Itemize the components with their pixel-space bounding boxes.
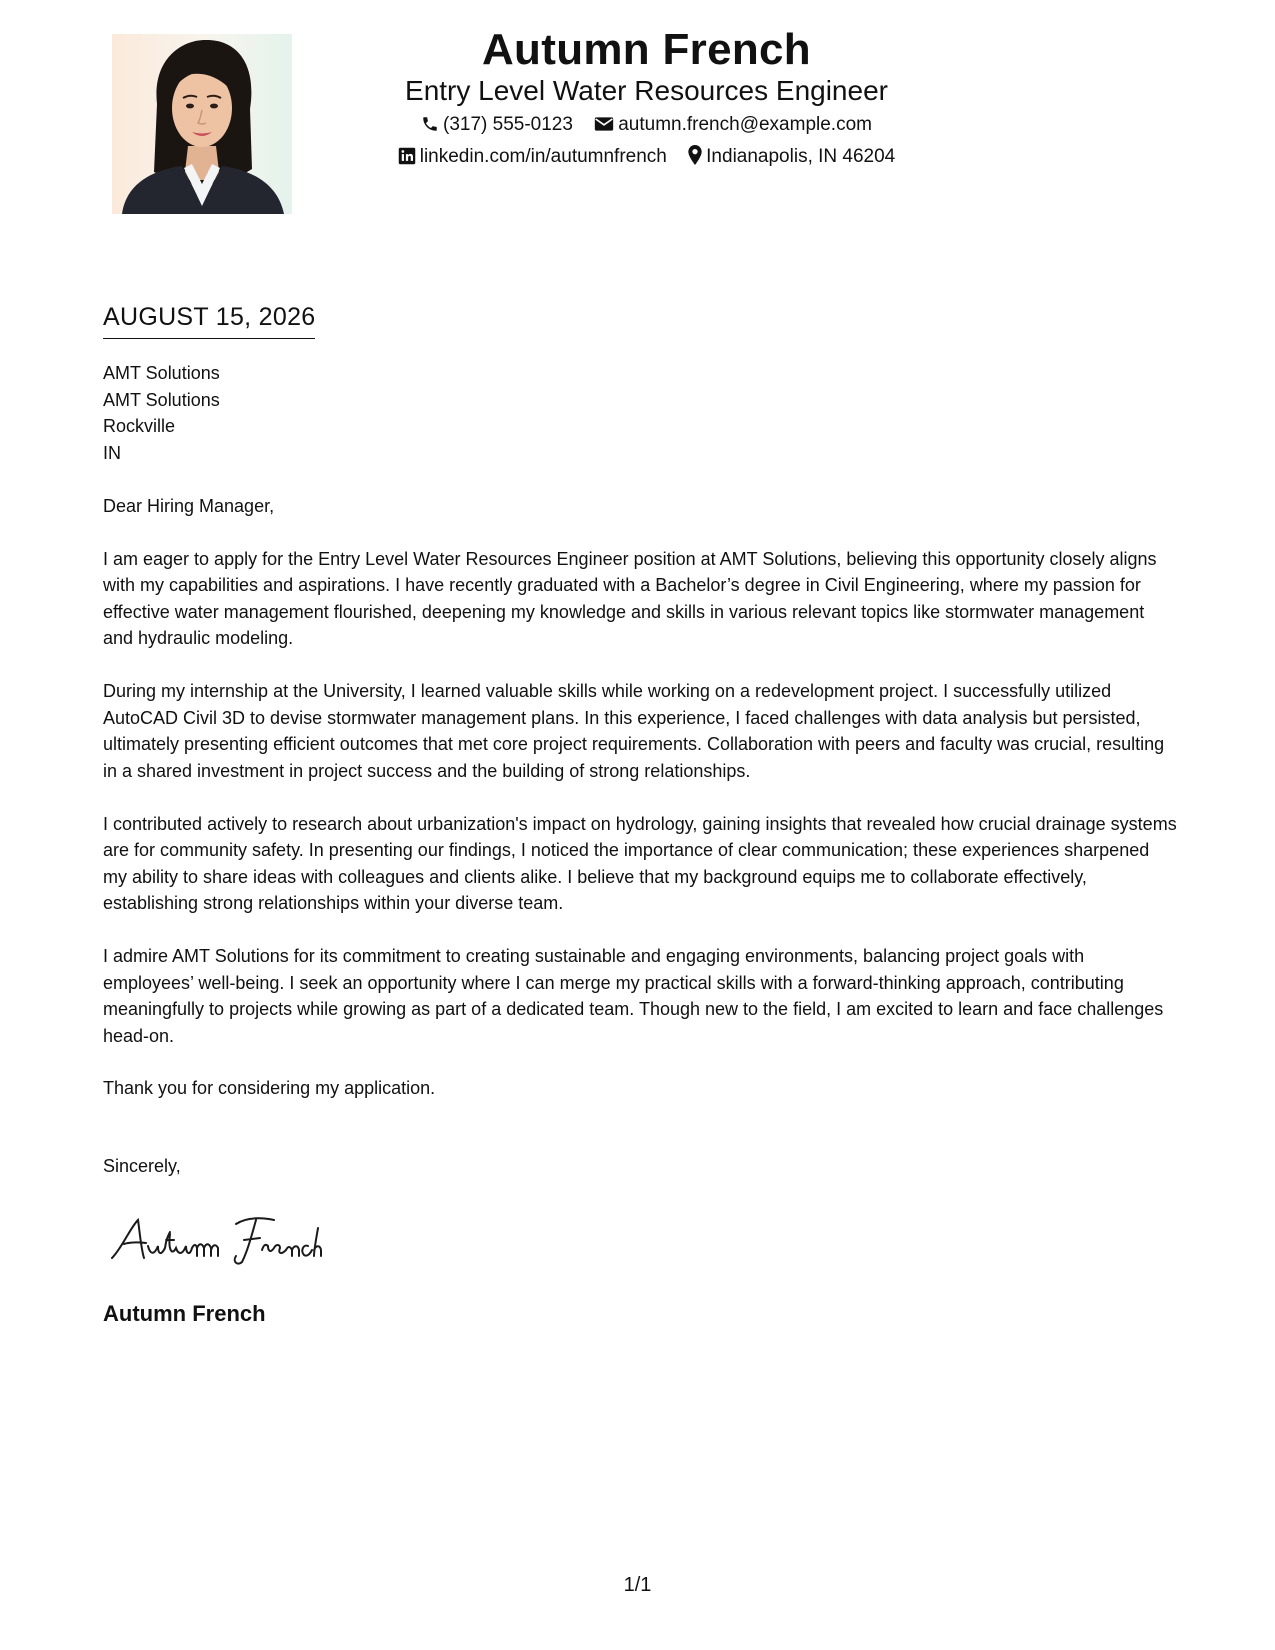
body-paragraph: I admire AMT Solutions for its commitment to creating sustainable and engaging environments, balancing project goals with employees’ well-being. I seek an opportunity where I can merge my practical skills with a forward-thinking approach, contributing meaningfully to projects while growing as part of a dedicated team. Though new to the field, I am excited to learn and face challenges head-on.: [103, 946, 1164, 1046]
linkedin-text: linkedin.com/in/autumnfrench: [419, 146, 667, 167]
body-paragraph: I am eager to apply for the Entry Level Water Resources Engineer position at AMT Solutions, believing this opportunity closely aligns with my capabilities and aspirations. I have recently graduated with a Bachelor’s degree in Civil Engineering, where my passion for effective water management flourished, deepening my knowledge and skills in various relevant topics like stormwater management and hydraulic modeling.: [103, 548, 1157, 649]
recipient-line: IN: [103, 442, 121, 463]
closing: Sincerely,: [103, 1156, 181, 1176]
signer-name: Autumn French: [103, 1301, 266, 1326]
location-contact: [688, 144, 895, 170]
recipient-line: Rockville: [103, 416, 176, 437]
handwritten-signature: [108, 1210, 368, 1268]
body-paragraph: Thank you for considering my application.: [103, 1078, 436, 1099]
linkedin-icon: [398, 147, 416, 165]
profile-photo: [112, 34, 292, 214]
body-paragraph: During my internship at the University, I learned valuable skills while working on a redevelopment project. I successfully utilized AutoCAD Civil 3D to devise stormwater management plans. In this experience, I faced challenges with data analysis but persisted, ultimately presenting efficient outcomes that met core project requirements. Collaboration with peers and faculty was crucial, resulting in a shared investment in project success and the building of strong relationships.: [103, 681, 1165, 781]
letter-date: AUGUST 15, 2026: [103, 300, 315, 339]
map-pin-icon: [688, 145, 702, 165]
phone-text: (317) 555-0123: [443, 114, 573, 135]
phone-contact: [421, 112, 573, 138]
recipient-line: AMT Solutions: [103, 389, 220, 410]
envelope-icon: [594, 115, 614, 133]
job-title: Entry Level Water Resources Engineer: [405, 75, 888, 106]
page-number: 1/1: [623, 1574, 652, 1596]
email-contact: [594, 112, 872, 138]
recipient-block: [103, 360, 220, 466]
email-text: autumn.french@example.com: [618, 114, 872, 135]
phone-icon: [421, 115, 439, 133]
letter-body: [103, 493, 1178, 1128]
location-text: Indianapolis, IN 46204: [706, 146, 896, 167]
body-paragraph: I contributed actively to research about urbanization's impact on hydrology, gaining insights that revealed how crucial drainage systems are for community safety. In presenting our findings, I noticed the importance of clear communication; these experiences sharpened my ability to share ideas with colleagues and clients alike. I believe that my background equips me to collaborate effectively, establishing strong relationships within your diverse team.: [103, 813, 1177, 914]
linkedin-contact: [398, 144, 667, 170]
contact-row-1: [300, 112, 993, 138]
recipient-line: AMT Solutions: [103, 363, 220, 383]
contact-row-2: [300, 144, 993, 170]
applicant-name: Autumn French: [481, 25, 811, 74]
salutation: Dear Hiring Manager,: [103, 496, 275, 516]
